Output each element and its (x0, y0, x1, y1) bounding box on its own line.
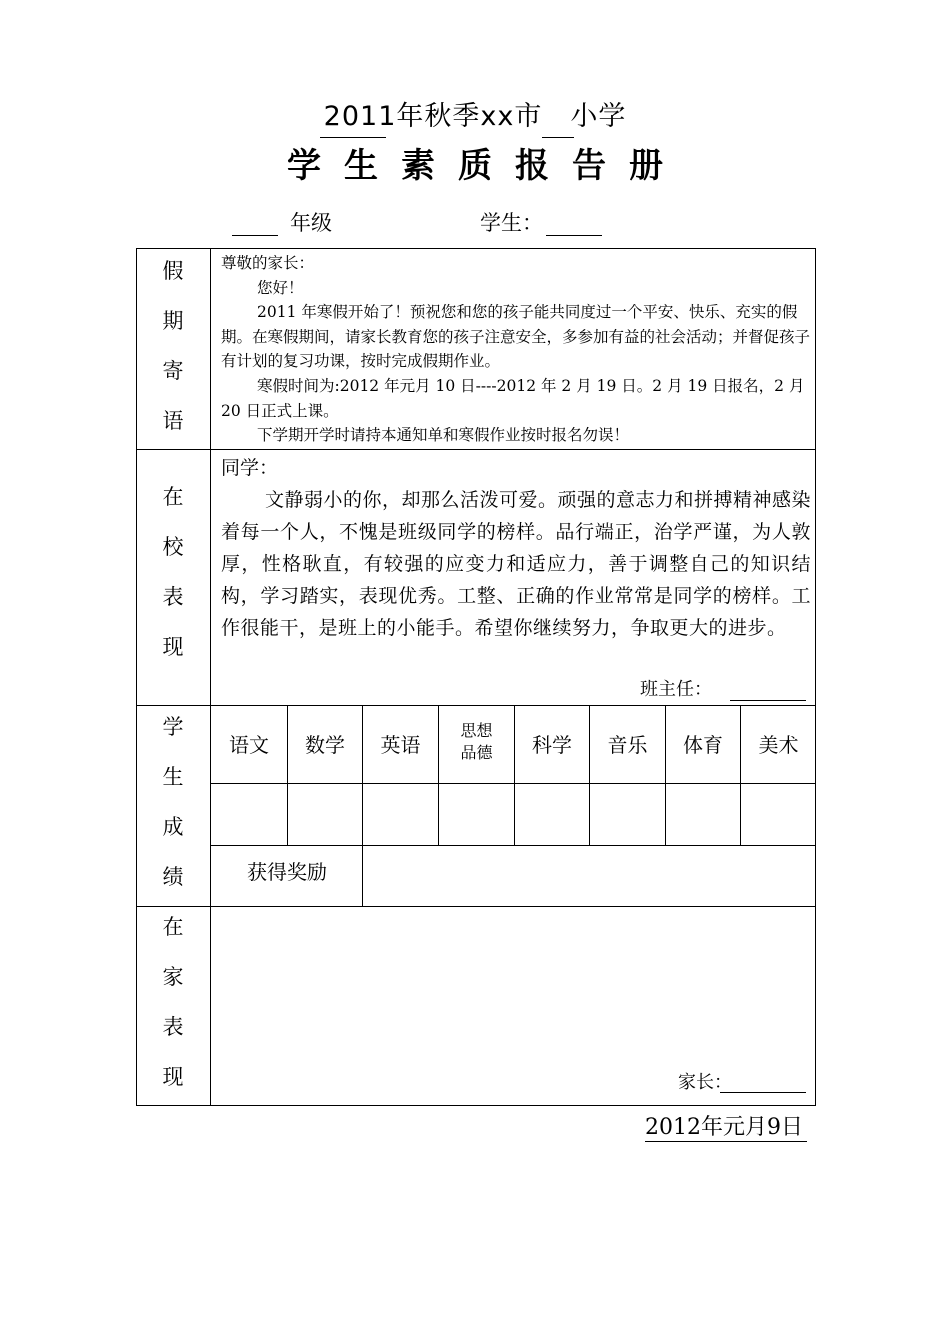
side-char: 表 (162, 1015, 184, 1039)
subject-moral-line2: 品德 (460, 743, 493, 762)
side-char: 在 (162, 485, 184, 509)
section-label-holiday (136, 246, 210, 446)
report-date: 2012年元月9日 (645, 1115, 803, 1140)
subject-art: 美术 (758, 733, 799, 757)
subject-music: 音乐 (607, 733, 648, 757)
letter-paragraph-3: 下学期开学时请持本通知单和寒假作业按时报名勿误！ (257, 426, 630, 445)
teacher-label: 班主任： (640, 679, 712, 700)
date-underline (645, 1141, 807, 1142)
side-char: 家 (162, 965, 184, 989)
award-label: 获得奖励 (247, 860, 327, 884)
report-title-line1: 2011年秋季xx市 小学 (323, 101, 627, 132)
subject-science: 科学 (532, 733, 572, 757)
subject-chinese: 语文 (229, 733, 269, 757)
school-comment (221, 452, 811, 644)
student-label: 学生： (480, 211, 543, 235)
teacher-signature-blank[interactable] (730, 700, 806, 701)
side-char: 假 (162, 259, 184, 283)
holiday-letter (221, 251, 811, 448)
side-char: 生 (162, 765, 184, 789)
side-char: 绩 (162, 865, 184, 889)
section-label-grades (136, 702, 210, 902)
student-name-blank[interactable] (546, 235, 602, 236)
parent-signature-blank[interactable] (720, 1092, 806, 1093)
side-char: 在 (162, 915, 184, 939)
subject-english: 英语 (380, 733, 421, 757)
letter-paragraph-2: 寒假时间为:2012 年元月 10 日----2012 年 2 月 19 日。2 月 19 日报名，2 月 20 日正式上课。 (221, 376, 805, 420)
parent-label: 家长： (678, 1072, 732, 1093)
subject-moral (439, 706, 514, 784)
report-title-line2: 学生素质报告册 (287, 146, 686, 186)
subject-pe: 体育 (683, 733, 723, 757)
letter-salutation: 尊敬的家长： (221, 254, 315, 272)
school-salutation: 同学： (221, 457, 279, 479)
school-comment-body: 文静弱小的你，却那么活泼可爱。顽强的意志力和拼搏精神感染着每一个人，不愧是班级同学的榜样。品行端正，治学严谨，为人敦厚，性格耿直，有较强的应变力和适应力，善于调整自己的知识结构，学习踏实，表现优秀。工整、正确的作业常常是同学的榜样。工作很能干，是班上的小能手。希望你继续努力，争取更大的进步。 (221, 489, 812, 639)
side-column-divider (210, 248, 211, 1106)
side-char: 现 (162, 1065, 184, 1089)
side-char: 校 (162, 535, 184, 559)
side-char: 表 (162, 585, 184, 609)
side-char: 语 (162, 409, 184, 433)
section-label-school (136, 472, 210, 672)
row-divider-1 (136, 449, 816, 450)
side-char: 现 (162, 635, 184, 659)
side-char: 期 (162, 309, 184, 333)
grade-blank[interactable] (232, 235, 278, 236)
side-char: 寄 (162, 359, 184, 383)
section-label-home (136, 902, 210, 1102)
side-char: 成 (162, 815, 184, 839)
subject-moral-line1: 思想 (460, 721, 493, 740)
letter-paragraph-1: 2011 年寒假开始了！预祝您和您的孩子能共同度过一个平安、快乐、充实的假期。在寒假期间，请家长教育您的孩子注意安全，多参加有益的社会活动；并督促孩子有计划的复习功课，按时完成假期作业。 (221, 303, 811, 371)
subject-math: 数学 (305, 733, 345, 757)
side-char: 学 (162, 715, 184, 739)
grade-label: 年级 (290, 211, 332, 235)
letter-greeting: 您好！ (257, 278, 304, 297)
row-divider-3 (136, 906, 816, 907)
